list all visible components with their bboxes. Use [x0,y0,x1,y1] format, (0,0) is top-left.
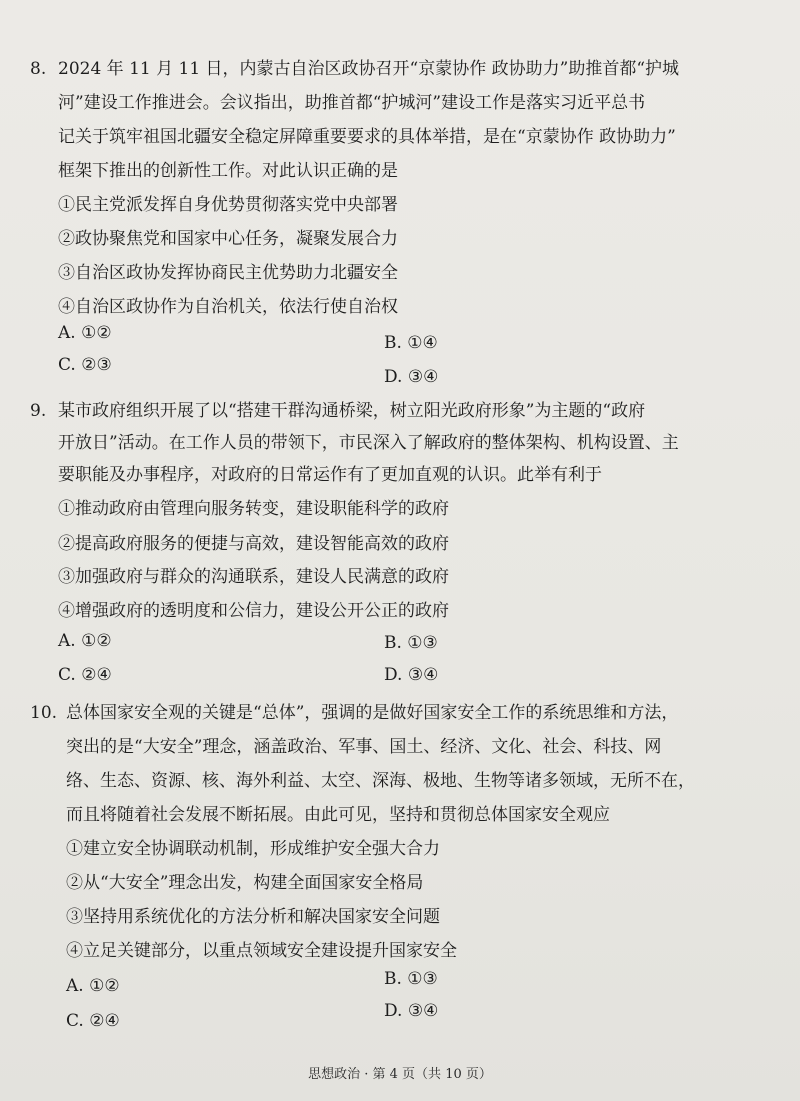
option-a: A. ①② [58,631,112,651]
statement: ④自治区政协作为自治机关，依法行使自治权 [58,297,398,317]
page-footer: 思想政治 · 第 4 页（共 10 页） [308,1067,492,1082]
statement: ①民主党派发挥自身优势贯彻落实党中央部署 [58,195,398,215]
statement: ④增强政府的透明度和公信力，建设公开公正的政府 [58,601,449,621]
statement: ①推动政府由管理向服务转变，建设职能科学的政府 [58,499,449,519]
question-stem-line: 而且将随着社会发展不断拓展。由此可见，坚持和贯彻总体国家安全观应 [66,805,610,825]
option-c: C. ②③ [58,355,112,375]
statement: ③自治区政协发挥协商民主优势助力北疆安全 [58,263,398,283]
question-stem-line: 总体国家安全观的关键是“总体”，强调的是做好国家安全工作的系统思维和方法， [66,703,679,723]
question-number: 9. [30,401,47,421]
question-stem-line: 开放日”活动。在工作人员的带领下，市民深入了解政府的整体架构、机构设置、主 [58,433,679,453]
option-a: A. ①② [58,323,112,343]
question-stem-line: 某市政府组织开展了以“搭建干群沟通桥梁，树立阳光政府形象”为主题的“政府 [58,401,646,421]
question-stem-line: 要职能及办事程序，对政府的日常运作有了更加直观的认识。此举有利于 [58,465,602,485]
question-number: 8. [30,59,47,79]
statement: ④立足关键部分，以重点领域安全建设提升国家安全 [66,941,457,961]
option-c: C. ②④ [66,1011,120,1031]
question-stem-line: 2024 年 11 月 11 日，内蒙古自治区政协召开“京蒙协作 政协助力”助推首都“护城 [58,59,680,79]
question-stem-line: 框架下推出的创新性工作。对此认识正确的是 [58,161,398,181]
option-b: B. ①③ [384,969,438,989]
statement: ③加强政府与群众的沟通联系，建设人民满意的政府 [58,567,449,587]
question-stem-line: 络、生态、资源、核、海外利益、太空、深海、极地、生物等诸多领域，无所不在， [66,771,695,791]
question-stem-line: 记关于筑牢祖国北疆安全稳定屏障重要要求的具体举措，是在“京蒙协作 政协助力” [58,127,676,147]
question-stem-line: 突出的是“大安全”理念，涵盖政治、军事、国土、经济、文化、社会、科技、网 [66,737,662,757]
option-d: D. ③④ [384,665,439,685]
statement: ③坚持用系统优化的方法分析和解决国家安全问题 [66,907,440,927]
option-b: B. ①④ [384,333,438,353]
option-d: D. ③④ [384,367,439,387]
statement: ②从“大安全”理念出发，构建全面国家安全格局 [66,873,424,893]
statement: ②政协聚焦党和国家中心任务，凝聚发展合力 [58,229,398,249]
question-number: 10. [30,703,58,723]
option-c: C. ②④ [58,665,112,685]
option-b: B. ①③ [384,633,438,653]
statement: ②提高政府服务的便捷与高效，建设智能高效的政府 [58,534,449,554]
option-a: A. ①② [66,976,120,996]
option-d: D. ③④ [384,1001,439,1021]
question-stem-line: 河”建设工作推进会。会议指出，助推首都“护城河”建设工作是落实习近平总书 [58,93,646,113]
statement: ①建立安全协调联动机制，形成维护安全强大合力 [66,839,440,859]
